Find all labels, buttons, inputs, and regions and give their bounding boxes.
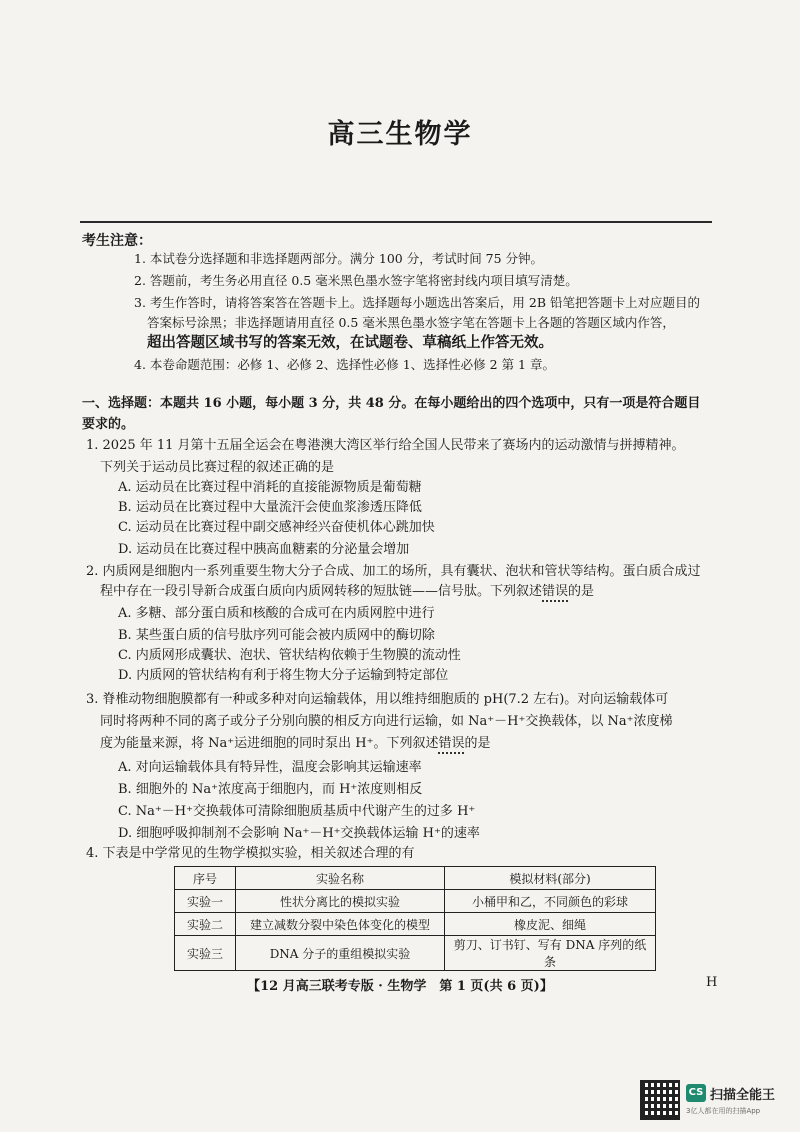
- header-divider: [80, 221, 712, 223]
- section-heading: 一、选择题：本题共 16 小题，每小题 3 分，共 48 分。在每小题给出的四个选项中，只有一项是符合题目要求的。: [82, 396, 701, 432]
- q2-option-a: A. 多糖、部分蛋白质和核酸的合成可在内质网腔中进行: [118, 606, 435, 621]
- q1-stem: 1. 2025 年 11 月第十五届全运会在粤港澳大湾区举行给全国人民带来了赛场内的运动激情与拼搏精神。: [86, 438, 685, 453]
- table-row: [175, 913, 656, 936]
- table-cell: DNA 分子的重组模拟实验: [236, 936, 445, 971]
- camscanner-logo-icon: CS: [686, 1084, 706, 1102]
- q2-option-d: D. 内质网的管状结构有利于将生物大分子运输到特定部位: [118, 668, 449, 683]
- q1-option-c: C. 运动员在比赛过程中副交感神经兴奋使机体心跳加快: [118, 520, 435, 535]
- table-cell: 橡皮泥、细绳: [445, 913, 656, 936]
- q4-stem: 4. 下表是中学常见的生物学模拟实验，相关叙述合理的有: [86, 846, 415, 861]
- q3-stem: 3. 脊椎动物细胞膜都有一种或多种对向运输载体，用以维持细胞质的 pH(7.2 左右)。对向运输载体可: [86, 692, 669, 707]
- notice-heading: 考生注意：: [82, 233, 152, 249]
- table-header-cell: 实验名称: [236, 867, 445, 890]
- notice-item-3-emphasis: 超出答题区域书写的答案无效，在试题卷、草稿纸上作答无效。: [147, 334, 553, 351]
- table-cell: 实验三: [175, 936, 236, 971]
- table-cell: 实验一: [175, 890, 236, 913]
- table-header-row: [175, 867, 656, 890]
- q1-option-b: B. 运动员在比赛过程中大量流汗会使血浆渗透压降低: [118, 500, 422, 515]
- table-cell: 实验二: [175, 913, 236, 936]
- q2-option-c: C. 内质网形成囊状、泡状、管状结构依赖于生物膜的流动性: [118, 648, 461, 663]
- q3-option-a: A. 对向运输载体具有特异性，温度会影响其运输速率: [118, 760, 422, 775]
- table-header-cell: 模拟材料(部分): [445, 867, 656, 890]
- q2-stem: 2. 内质网是细胞内一系列重要生物大分子合成、加工的场所，具有囊状、泡状和管状等结构。蛋白质合成过: [86, 564, 701, 579]
- table-cell: 性状分离比的模拟实验: [236, 890, 445, 913]
- page-footer: 【12 月高三联考专版 · 生物学 第 1 页(共 6 页)】: [247, 979, 553, 994]
- q3-stem-cont: 同时将两种不同的离子或分子分别向膜的相反方向进行运输，如 Na⁺－H⁺交换载体，以 Na⁺浓度梯: [100, 714, 673, 729]
- table-cell: 小桶甲和乙，不同颜色的彩球: [445, 890, 656, 913]
- page-title: 高三生物学: [327, 119, 473, 150]
- q2-stem-cont: [100, 582, 594, 602]
- notice-item-2: 2. 答题前，考生务必用直径 0.5 毫米黑色墨水签字笔将密封线内项目填写清楚。: [134, 273, 578, 288]
- q3-option-b: B. 细胞外的 Na⁺浓度高于细胞内，而 H⁺浓度则相反: [118, 782, 423, 797]
- simulation-table: [174, 866, 656, 971]
- q1-option-d: D. 运动员在比赛过程中胰高血糖素的分泌量会增加: [118, 542, 410, 557]
- notice-item-3-cont: 答案标号涂黑；非选择题请用直径 0.5 毫米黑色墨水签字笔在答题卡上各题的答题区域内作答，: [147, 315, 675, 330]
- table-cell: 建立减数分裂中染色体变化的模型: [236, 913, 445, 936]
- qr-code-icon: [640, 1080, 680, 1120]
- q3-stem-end: 的是: [464, 736, 491, 751]
- table-row: [175, 936, 656, 971]
- q2-emphasis: 错误: [542, 584, 568, 602]
- q3-stem-text: 度为能量来源，将 Na⁺运进细胞的同时泵出 H⁺。下列叙述: [100, 736, 439, 751]
- q2-stem-end: 的是: [568, 584, 595, 599]
- q3-stem-cont-2: [100, 734, 490, 754]
- q3-emphasis: 错误: [438, 736, 464, 754]
- q3-option-d: D. 细胞呼吸抑制剂不会影响 Na⁺－H⁺交换载体运输 H⁺的速率: [118, 826, 480, 841]
- version-code: H: [706, 975, 718, 990]
- q1-option-a: A. 运动员在比赛过程中消耗的直接能源物质是葡萄糖: [118, 480, 422, 495]
- notice-item-1: 1. 本试卷分选择题和非选择题两部分。满分 100 分，考试时间 75 分钟。: [134, 251, 544, 266]
- notice-item-4: 4. 本卷命题范围：必修 1、必修 2、选择性必修 1、选择性必修 2 第 1 章。: [134, 357, 555, 372]
- watermark-app-name: 扫描全能王: [710, 1088, 776, 1103]
- table-header-cell: 序号: [175, 867, 236, 890]
- watermark-tagline: 3亿人都在用的扫描App: [686, 1107, 761, 1115]
- notice-item-3: 3. 考生作答时，请将答案答在答题卡上。选择题每小题选出答案后，用 2B 铅笔把答题卡上对应题目的: [134, 295, 700, 310]
- q3-option-c: C. Na⁺－H⁺交换载体可清除细胞质基质中代谢产生的过多 H⁺: [118, 804, 476, 819]
- q2-stem-text: 程中存在一段引导新合成蛋白质向内质网转移的短肽链——信号肽。下列叙述: [100, 584, 543, 599]
- q2-option-b: B. 某些蛋白质的信号肽序列可能会被内质网中的酶切除: [118, 628, 435, 643]
- q1-stem-cont: 下列关于运动员比赛过程的叙述正确的是: [100, 460, 335, 475]
- table-cell: 剪刀、订书钉、写有 DNA 序列的纸条: [445, 936, 656, 971]
- table-row: [175, 890, 656, 913]
